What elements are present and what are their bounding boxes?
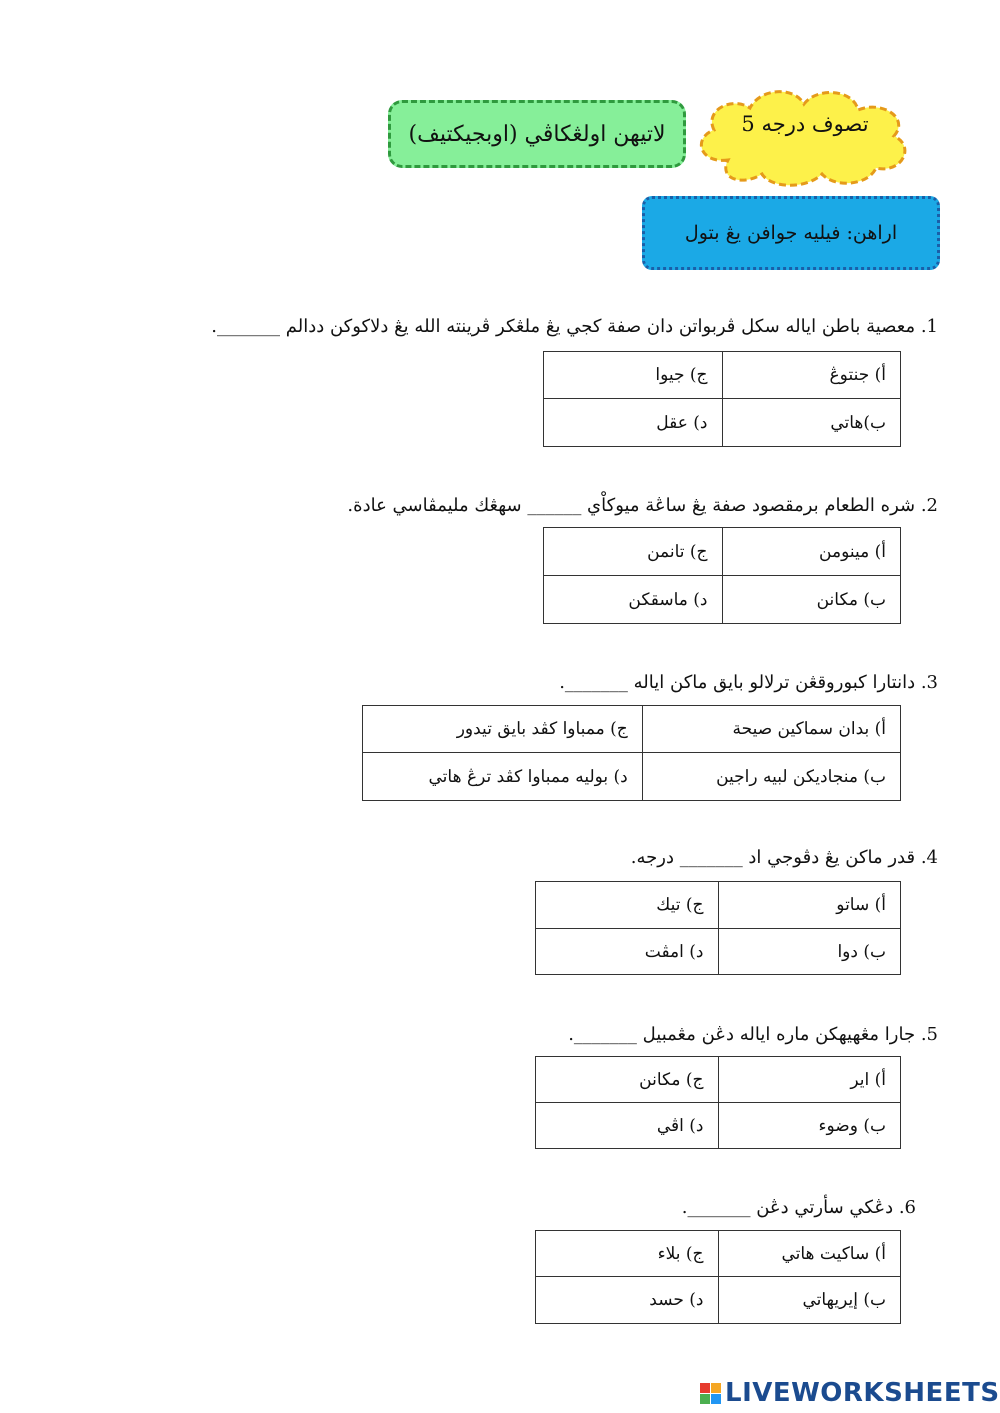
option-1-d[interactable]: د) عقل — [544, 399, 723, 447]
option-6-c[interactable]: ج) بلاء — [536, 1231, 719, 1277]
option-5-a[interactable]: أ) اير — [718, 1057, 901, 1103]
options-table-6 — [535, 1230, 901, 1324]
option-3-c[interactable]: ج) ممباوا كڤد بايق تيدور — [363, 706, 643, 753]
option-1-a[interactable]: أ) جنتوڠ — [722, 352, 901, 399]
liveworksheets-logo[interactable] — [700, 1378, 1000, 1408]
options-table-2 — [543, 527, 901, 624]
option-2-d[interactable]: د) ماسقكن — [544, 576, 723, 624]
option-5-d[interactable]: د) اڤي — [536, 1103, 719, 1149]
option-1-b[interactable]: ب)هاتي — [722, 399, 901, 447]
option-5-b[interactable]: ب) وضوء — [718, 1103, 901, 1149]
option-4-d[interactable]: د) امڤت — [536, 929, 719, 975]
worksheet-title — [388, 100, 686, 168]
question-4: 4. قدر ماكن يڠ دڤوجي اد _______ درجه. — [630, 847, 938, 868]
question-1: 1. معصية باطن اياله سكل ڤربواتن دان صفة كجي يڠ ملڠكر ڤرينته الله يڠ دلاكوكن ددالم _______. — [211, 316, 938, 337]
option-1-c[interactable]: ج) جيوا — [544, 352, 723, 399]
option-4-c[interactable]: ج) تيك — [536, 882, 719, 929]
option-4-a[interactable]: أ) ساتو — [718, 882, 901, 929]
option-3-b[interactable]: ب) منجاديكن لبيه راجين — [642, 753, 900, 801]
options-table-5 — [535, 1056, 901, 1149]
question-5: 5. جارا مڠهيهكن ماره اياله دڠن مڠمبيل _______. — [568, 1024, 938, 1045]
question-2: 2. شره الطعام برمقصود صفة يڠ ساڠة ميوكاْي ______ سهڠك مليمڤاسي عادة. — [347, 495, 938, 516]
option-5-c[interactable]: ج) مكانن — [536, 1057, 719, 1103]
options-table-3 — [362, 705, 901, 801]
option-2-a[interactable]: أ) مينومن — [722, 528, 901, 576]
cloud-shape — [688, 82, 920, 190]
worksheet-title-text: لاتيهن اولڠكاڤي (اوبجيكتيف) — [408, 121, 666, 147]
logo-text: LIVEWORKSHEETS — [725, 1378, 1000, 1408]
option-3-a[interactable]: أ) بدان سماكين صيحة — [642, 706, 900, 753]
instruction-text: اراهن: فيليه جوافن يڠ بتول — [684, 222, 898, 244]
logo-grid-icon — [700, 1383, 721, 1404]
option-6-d[interactable]: د) حسد — [536, 1277, 719, 1324]
option-2-c[interactable]: ج) تانمن — [544, 528, 723, 576]
question-3: 3. دانتارا كبوروقڠن ترلالو بايق ماكن اياله _______. — [559, 672, 938, 693]
options-table-1 — [543, 351, 901, 447]
options-table-4 — [535, 881, 901, 975]
option-6-a[interactable]: أ) ساكيت هاتي — [718, 1231, 901, 1277]
option-3-d[interactable]: د) بوليه ممباوا كڤد ترڠ هاتي — [363, 753, 643, 801]
question-6: 6. دڠكي سأرتي دڠن _______. — [681, 1197, 916, 1218]
option-4-b[interactable]: ب) دوا — [718, 929, 901, 975]
instruction-box — [642, 196, 940, 270]
option-2-b[interactable]: ب) مكانن — [722, 576, 901, 624]
option-6-b[interactable]: ب) إيريهاتي — [718, 1277, 901, 1324]
grade-title: تصوف درجه 5 — [741, 112, 869, 136]
